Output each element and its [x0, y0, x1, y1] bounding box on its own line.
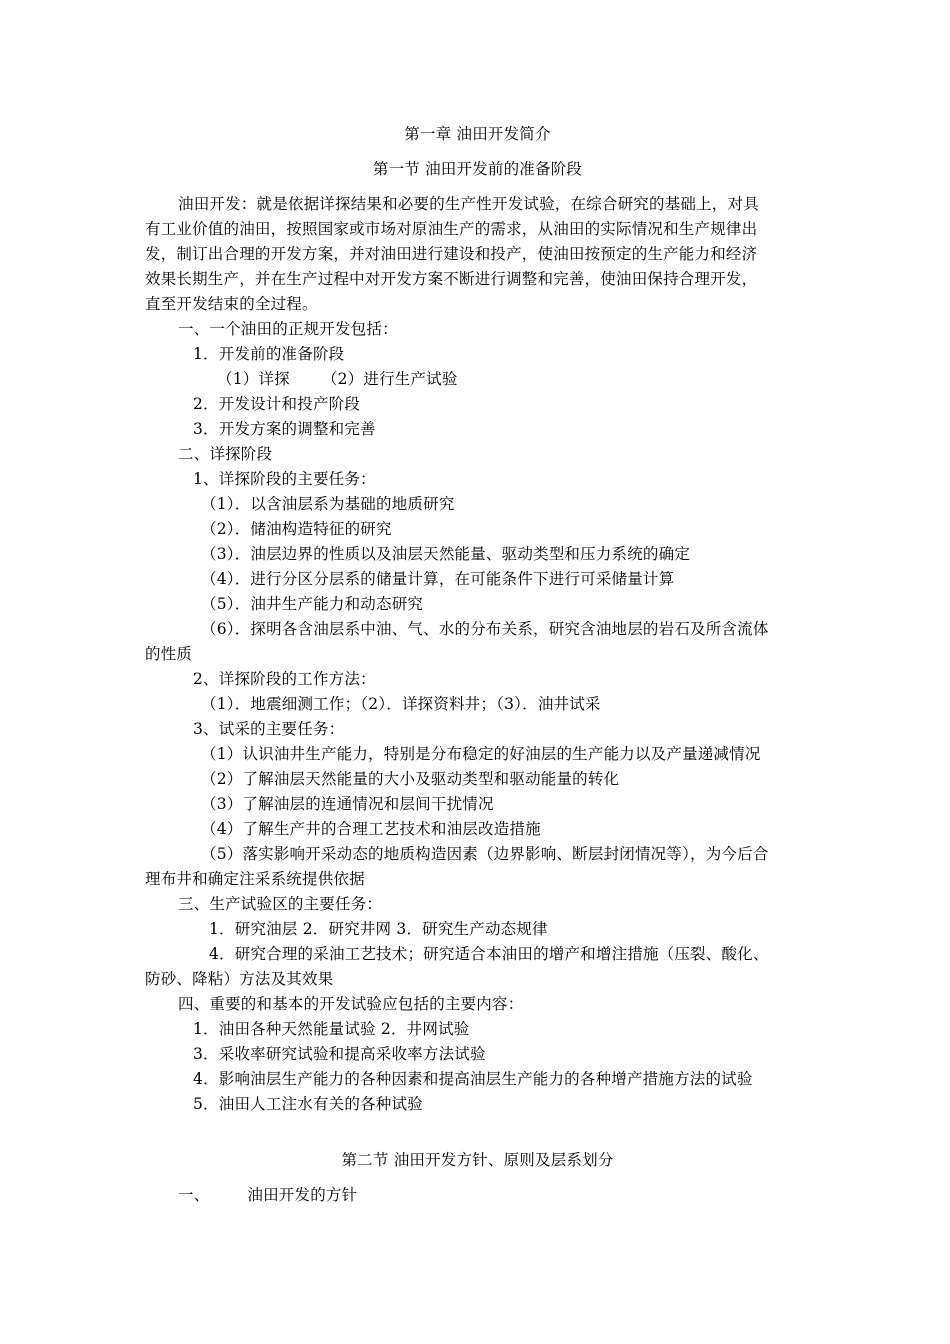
part2-subheading: 3、试采的主要任务： [193, 720, 345, 738]
list-item: （3）了解油层的连通情况和层间干扰情况 [201, 795, 494, 813]
list-item: （1）．以含油层系为基础的地质研究 [201, 495, 455, 513]
list-item-continuation: 的性质 [145, 645, 193, 663]
list-item: 1．油田各种天然能量试验 2．井网试验 [193, 1020, 470, 1038]
section2-item [178, 1183, 843, 1208]
part2-heading: 二、详探阶段 [178, 445, 273, 463]
definition-line: 直至开发结束的全过程。 [145, 295, 318, 313]
chapter-title: 第一章 油田开发简介 [404, 125, 551, 143]
list-item-continuation: 理布井和确定注采系统提供依据 [145, 870, 365, 888]
list-item: （1）．地震细测工作；（2）．详探资料井；（3）．油井试采 [201, 695, 601, 713]
part1-item: 1．开发前的准备阶段 [193, 345, 345, 363]
list-item: （4）．进行分区分层系的储量计算，在可能条件下进行可采储量计算 [201, 570, 675, 588]
definition-line: 油田开发：就是依据详探结果和必要的生产性开发试验，在综合研究的基础上，对具 [178, 195, 759, 213]
list-item: （5）．油井生产能力和动态研究 [201, 595, 424, 613]
part1-subitem: （1）详探 [217, 370, 290, 388]
list-item: （5）落实影响开采动态的地质构造因素（边界影响、断层封闭情况等），为今后合 [201, 845, 769, 863]
definition-line: 效果长期生产，并在生产过程中对开发方案不断进行调整和完善，使油田保持合理开发， [145, 270, 758, 288]
list-item: （2）．储油构造特征的研究 [201, 520, 392, 538]
part1-heading: 一、一个油田的正规开发包括： [178, 320, 398, 338]
part1-subitem: （2）进行生产试验 [321, 370, 458, 388]
list-item: 1．研究油层 2．研究井网 3．研究生产动态规律 [209, 920, 548, 938]
part2-subheading: 2、详探阶段的工作方法： [193, 670, 376, 688]
list-item: 3．采收率研究试验和提高采收率方法试验 [193, 1045, 486, 1063]
definition-line: 有工业价值的油田，按照国家或市场对原油生产的需求，从油田的实际情况和生产规律出 [145, 220, 758, 238]
part4-heading: 四、重要的和基本的开发试验应包括的主要内容： [178, 995, 524, 1013]
part2-subheading: 1、详探阶段的主要任务： [193, 470, 376, 488]
part1-subitems [217, 367, 882, 392]
list-item: （4）了解生产井的合理工艺技术和油层改造措施 [201, 820, 541, 838]
section2-item-text: 油田开发的方针 [247, 1186, 358, 1204]
list-item: 4．影响油层生产能力的各种因素和提高油层生产能力的各种增产措施方法的试验 [193, 1070, 753, 1088]
list-item: 4．研究合理的采油工艺技术；研究适合本油田的增产和增注措施（压裂、酸化、 [209, 945, 769, 963]
list-item: （1）认识油井生产能力，特别是分布稳定的好油层的生产能力以及产量递减情况 [201, 745, 761, 763]
section-title: 第一节 油田开发前的准备阶段 [372, 160, 583, 178]
section-title: 第二节 油田开发方针、原则及层系划分 [341, 1151, 614, 1169]
part1-item: 2．开发设计和投产阶段 [193, 395, 361, 413]
list-item: （3）．油层边界的性质以及油层天然能量、驱动类型和压力系统的确定 [201, 545, 691, 563]
part3-heading: 三、生产试验区的主要任务： [178, 895, 383, 913]
definition-line: 发，制订出合理的开发方案，并对油田进行建设和投产，使油田按预定的生产能力和经济 [145, 245, 758, 263]
list-item: （6）．探明各含油层系中油、气、水的分布关系，研究含油地层的岩石及所含流体 [201, 620, 769, 638]
list-item: 5．油田人工注水有关的各种试验 [193, 1095, 423, 1113]
list-item: （2）了解油层天然能量的大小及驱动类型和驱动能量的转化 [201, 770, 620, 788]
section2-item-number: 一、 [178, 1186, 210, 1204]
part1-item: 3．开发方案的调整和完善 [193, 420, 376, 438]
list-item-continuation: 防砂、降粘）方法及其效果 [145, 970, 334, 988]
